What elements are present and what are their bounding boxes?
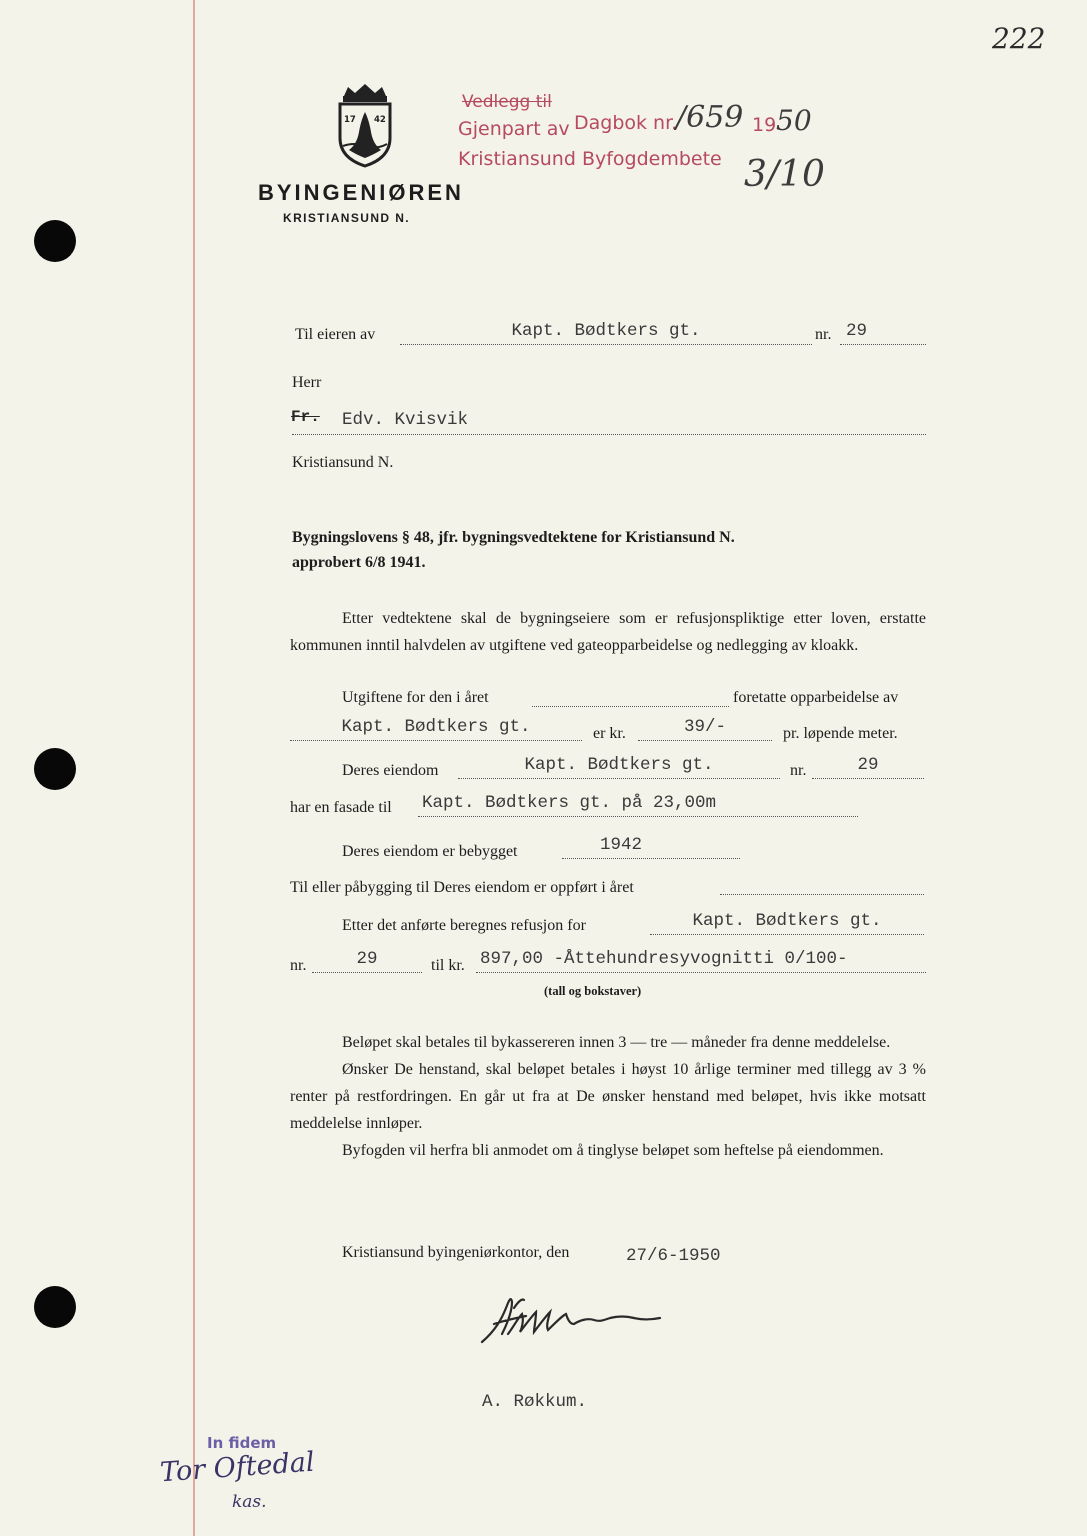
stamp-dagbok-label: Dagbok nr. [574,112,678,134]
payment-paragraphs [290,1029,926,1164]
facade-label: har en fasade til [290,799,392,816]
property-label: Deres eiendom [342,762,439,779]
amount-value: 897,00 -Åttehundresyvognitti 0/100- [480,949,848,969]
owner-street-field [400,322,812,345]
in-fidem-stamp: In fidem [207,1434,277,1452]
recipient-name: Edv. Kvisvik [342,410,469,430]
recipient-field [292,410,926,435]
built-label: Deres eiendom er bebygget [342,843,518,860]
extension-label: Til eller påbygging til Deres eiendom er oppført i året [290,879,634,896]
extension-year-field [720,874,924,895]
stamp-gjenpart: Gjenpart av [458,118,570,140]
payment-text: Beløpet skal betales til bykassereren innen 3 — tre — måneder fra denne meddelelse. [342,1034,891,1051]
owner-label: Til eieren av [295,326,376,343]
in-fidem-title: kas. [232,1492,267,1512]
punch-hole-middle [34,748,76,790]
property-street-field [458,754,780,779]
salutation: Herr [292,374,322,391]
price-value: 39/- [683,717,726,737]
typed-name: A. Røkkum. [482,1392,588,1412]
owner-street-value: Kapt. Bødtkers gt. [511,321,701,341]
property-nr-field [812,754,924,779]
facade-value: Kapt. Bødtkers gt. på 23,00m [422,793,717,813]
property-street-value: Kapt. Bødtkers gt. [524,755,714,775]
stamp-year-printed: 19 [752,114,777,136]
closing-place: Kristiansund byingeniørkontor, den [342,1244,570,1261]
er-kr-label: er kr. [593,725,626,742]
intro-text: Etter vedtektene skal de bygningseiere som er refusjonspliktige etter loven, erstatte kommunen inntil halvdelen av utgiftene ved gateopparbeidelse og nedlegging av kloakk. [290,610,926,654]
stamp-entry-number: /659 [676,100,744,135]
calc-nr-value: 29 [356,949,378,969]
owner-nr-label: nr. [815,326,832,343]
owner-nr-field [840,322,926,345]
closing-date: 27/6-1950 [626,1246,721,1266]
work-street-field [290,716,582,741]
letterhead-city: KRISTIANSUND N. [283,211,411,225]
byfogd-text: Byfogden vil herfra bli anmodet om å tinglyse beløpet som heftelse på eiendommen. [342,1142,884,1159]
facade-field [418,792,858,817]
owner-nr-value: 29 [846,321,868,341]
built-year-field [562,834,740,859]
stamp-date-handwritten: 3/10 [744,154,825,195]
signature-icon [478,1290,678,1348]
calc-street-field [650,910,924,935]
calc-label: Etter det anførte beregnes refusjon for [342,917,586,934]
stamp-office: Kristiansund Byfogdembete [458,148,722,170]
amount-note: (tall og bokstaver) [544,984,642,998]
built-year-value: 1942 [600,835,643,855]
expense-label: Utgiftene for den i året [342,689,489,706]
crest-year-left: 17 [344,115,356,125]
deferral-text: Ønsker De henstand, skal beløpet betales i høyst 10 årlige terminer med tillegg av 3 % renter på restfordringen. En går ut fra at De ønsker henstand med beløpet, hvis ikke motsatt meddelelse innløper. [290,1061,926,1132]
expense-year-field [532,686,729,707]
stamp-vedlegg-struck: Vedlegg til [462,92,552,112]
in-fidem-handwritten: Tor Oftedal [159,1446,316,1489]
work-street-value: Kapt. Bødtkers gt. [341,717,531,737]
amount-field [476,948,926,973]
intro-paragraph [290,605,926,659]
legal-reference: Bygningslovens § 48, jfr. bygningsvedtektene for Kristiansund N. [292,529,735,546]
folio-number: 222 [992,22,1046,55]
legal-approval: approbert 6/8 1941. [292,554,426,571]
calc-nr-label: nr. [290,957,307,974]
prefix-struck: Fr. [291,408,320,426]
calc-nr-field [312,948,422,973]
crest-year-right: 42 [374,115,386,125]
punch-hole-top [34,220,76,262]
price-field [638,716,772,741]
til-kr-label: til kr. [431,957,465,974]
calc-street-value: Kapt. Bødtkers gt. [692,911,882,931]
city-crest-icon [334,82,396,168]
letterhead-org: BYINGENIØREN [258,180,464,205]
punch-hole-bottom [34,1286,76,1328]
stamp-year-handwritten: 50 [776,104,812,137]
expense-label-2: foretatte opparbeidelse av [733,689,899,706]
property-nr-label: nr. [790,762,807,779]
margin-rule [193,0,195,1536]
recipient-city: Kristiansund N. [292,454,394,471]
property-nr-value: 29 [857,755,879,775]
per-meter-label: pr. løpende meter. [783,725,898,742]
